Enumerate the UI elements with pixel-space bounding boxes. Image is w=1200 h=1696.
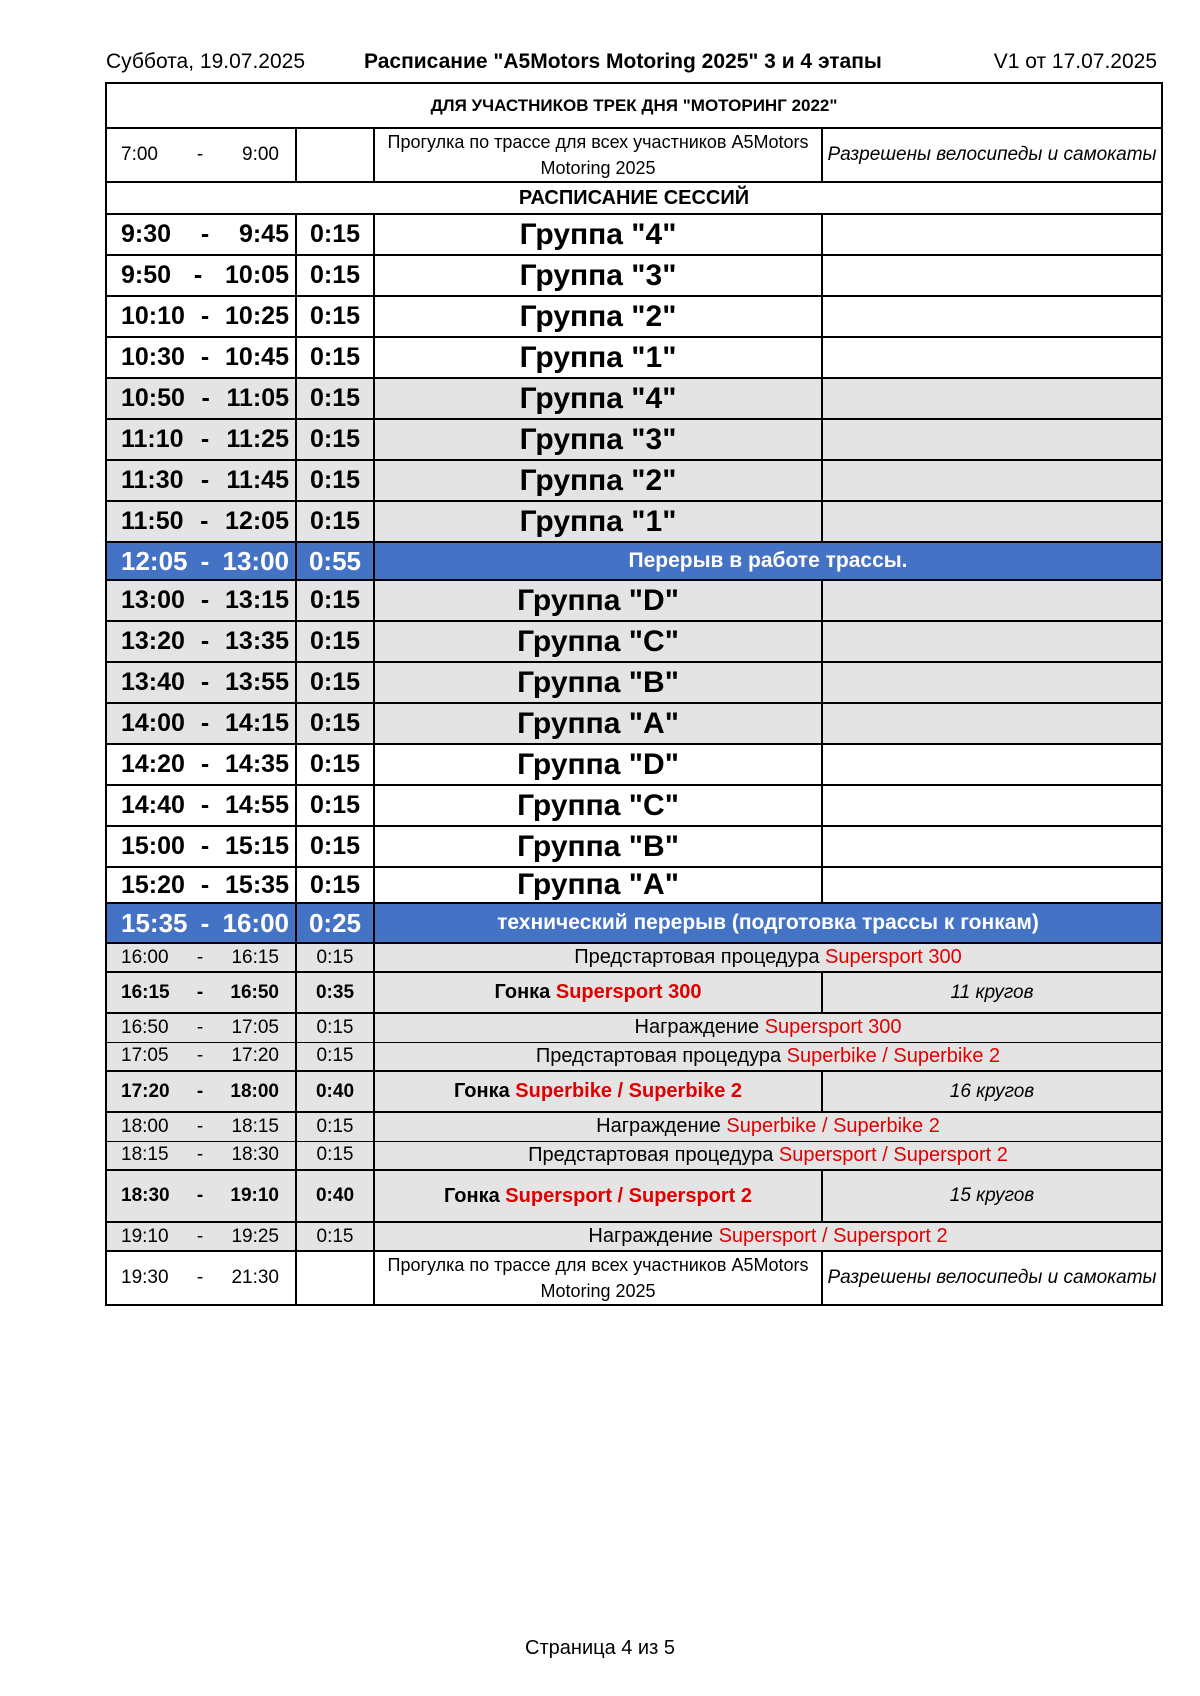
event-class: Supersport / Supersport 2	[778, 1143, 1008, 1166]
session-duration: 0:15	[296, 255, 374, 296]
time-dash: -	[200, 750, 210, 778]
morning-walk-duration	[296, 128, 374, 182]
break-row	[106, 542, 1162, 580]
header-title: Расписание "A5Motors Motoring 2025" 3 и 4 этапы	[364, 50, 882, 73]
time-dash: -	[196, 946, 204, 968]
time-end: 13:15	[225, 586, 289, 614]
session-time	[106, 903, 296, 943]
event-class: Superbike / Superbike 2	[726, 1115, 940, 1138]
session-time	[106, 580, 296, 621]
race-duration: 0:15	[296, 943, 374, 972]
session-time	[106, 621, 296, 662]
time-start: 16:00	[121, 946, 169, 968]
race-duration: 0:15	[296, 1141, 374, 1170]
session-row	[106, 867, 1162, 903]
race-row	[106, 1071, 1162, 1112]
time-end: 14:35	[225, 750, 289, 778]
time-start: 18:00	[121, 1115, 169, 1137]
session-row	[106, 744, 1162, 785]
session-note	[822, 296, 1162, 337]
session-group: Группа "1"	[374, 501, 822, 542]
evening-walk-time	[106, 1251, 296, 1305]
time-start: 14:40	[121, 791, 185, 819]
time-start: 13:00	[121, 586, 185, 614]
session-duration: 0:15	[296, 867, 374, 903]
session-note	[822, 621, 1162, 662]
time-end: 10:05	[225, 261, 289, 289]
session-group: Группа "C"	[374, 785, 822, 826]
race-name	[374, 1170, 822, 1222]
race-time	[106, 1170, 296, 1222]
race-time	[106, 1042, 296, 1071]
session-duration: 0:15	[296, 703, 374, 744]
time-start: 14:20	[121, 750, 185, 778]
time-end: 19:10	[230, 1185, 279, 1206]
event-label: Предстартовая процедура	[535, 1044, 787, 1067]
session-group: Группа "B"	[374, 826, 822, 867]
race-row	[106, 1170, 1162, 1222]
event-class: Supersport / Supersport 2	[718, 1225, 948, 1247]
time-dash: -	[200, 545, 210, 576]
time-start: 18:15	[121, 1144, 169, 1166]
session-group: Группа "2"	[374, 296, 822, 337]
event-class: Supersport 300	[825, 946, 962, 968]
evening-walk-duration	[296, 1251, 374, 1305]
procedure-name	[374, 1042, 1162, 1071]
race-time	[106, 1141, 296, 1170]
time-dash: -	[200, 832, 210, 860]
time-dash: -	[196, 1225, 204, 1247]
time-start: 16:15	[121, 981, 170, 1003]
session-note	[822, 214, 1162, 255]
procedure-row	[106, 943, 1162, 972]
race-duration: 0:35	[296, 972, 374, 1013]
session-time	[106, 867, 296, 903]
time-start: 9:30	[121, 220, 172, 248]
evening-walk-text: Прогулка по трассе для всех участников A5Motors Motoring 2025	[374, 1251, 822, 1305]
time-dash: -	[200, 343, 210, 371]
time-end: 13:00	[222, 545, 289, 576]
session-row	[106, 580, 1162, 621]
time-start: 14:00	[121, 709, 185, 737]
time-dash: -	[200, 709, 210, 737]
time-dash: -	[196, 1185, 204, 1206]
procedure-row	[106, 1141, 1162, 1170]
evening-walk-note: Разрешены велосипеды и самокаты	[822, 1251, 1162, 1305]
time-dash: -	[196, 1267, 204, 1288]
event-class: Superbike / Superbike 2	[515, 1080, 743, 1102]
banner: ДЛЯ УЧАСТНИКОВ ТРЕК ДНЯ "МОТОРИНГ 2022"	[106, 83, 1162, 128]
session-note	[822, 580, 1162, 621]
race-duration: 0:40	[296, 1170, 374, 1222]
race-duration: 0:15	[296, 1013, 374, 1042]
event-class: Supersport 300	[555, 981, 702, 1003]
session-group: Группа "1"	[374, 337, 822, 378]
header-version: V1 от 17.07.2025	[993, 50, 1157, 73]
session-row	[106, 621, 1162, 662]
session-duration: 0:15	[296, 296, 374, 337]
evening-walk-row	[106, 1251, 1162, 1305]
procedure-row	[106, 1112, 1162, 1141]
time-end: 16:50	[230, 981, 279, 1003]
time-end: 13:55	[225, 668, 289, 696]
session-duration: 0:55	[296, 542, 374, 580]
session-row	[106, 826, 1162, 867]
break-row	[106, 903, 1162, 943]
time-dash: -	[196, 981, 204, 1003]
break-label: технический перерыв (подготовка трассы к гонкам)	[374, 903, 1162, 943]
time-start: 15:20	[121, 870, 185, 899]
time-dash: -	[200, 627, 210, 655]
session-row	[106, 785, 1162, 826]
session-note	[822, 744, 1162, 785]
time-end: 16:15	[231, 946, 279, 968]
session-row	[106, 378, 1162, 419]
session-group: Группа "4"	[374, 214, 822, 255]
session-group: Группа "3"	[374, 419, 822, 460]
event-label: Награждение	[634, 1016, 765, 1039]
procedure-row	[106, 1222, 1162, 1251]
race-time	[106, 1112, 296, 1141]
race-duration: 0:40	[296, 1071, 374, 1112]
session-note	[822, 703, 1162, 744]
morning-walk-time	[106, 128, 296, 182]
session-group: Группа "A"	[374, 867, 822, 903]
time-end: 11:25	[226, 425, 289, 453]
time-end: 13:35	[225, 627, 289, 655]
session-group: Группа "C"	[374, 621, 822, 662]
session-group: Группа "D"	[374, 744, 822, 785]
session-time	[106, 662, 296, 703]
race-laps: 11 кругов	[822, 972, 1162, 1013]
time-dash: -	[200, 668, 210, 696]
break-label: Перерыв в работе трассы.	[374, 542, 1162, 580]
session-time	[106, 460, 296, 501]
time-dash: -	[200, 220, 210, 248]
session-row	[106, 703, 1162, 744]
time-dash: -	[196, 1144, 204, 1166]
morning-walk-text: Прогулка по трассе для всех участников A5Motors Motoring 2025	[374, 128, 822, 182]
event-class: Supersport 300	[764, 1016, 902, 1039]
session-row	[106, 419, 1162, 460]
session-note	[822, 378, 1162, 419]
session-row	[106, 662, 1162, 703]
page-footer: Страница 4 из 5	[525, 1637, 675, 1659]
time-end: 18:30	[231, 1144, 279, 1166]
race-laps: 15 кругов	[822, 1170, 1162, 1222]
time-end: 11:45	[226, 466, 289, 494]
time-start: 19:30	[121, 1267, 169, 1288]
time-start: 10:50	[121, 384, 185, 412]
time-dash: -	[200, 302, 210, 330]
session-time	[106, 214, 296, 255]
time-end: 11:05	[226, 384, 289, 412]
time-dash: -	[200, 791, 210, 819]
session-note	[822, 867, 1162, 903]
session-duration: 0:15	[296, 214, 374, 255]
session-note	[822, 255, 1162, 296]
session-group: Группа "3"	[374, 255, 822, 296]
race-duration: 0:15	[296, 1222, 374, 1251]
time-start: 9:50	[121, 261, 172, 289]
session-time	[106, 501, 296, 542]
session-group: Группа "4"	[374, 378, 822, 419]
session-duration: 0:15	[296, 580, 374, 621]
session-row	[106, 501, 1162, 542]
time-end: 21:30	[231, 1267, 279, 1288]
race-row	[106, 972, 1162, 1013]
time-start: 15:00	[121, 832, 185, 860]
time-end: 16:00	[222, 907, 289, 938]
session-row	[106, 337, 1162, 378]
time-end: 18:15	[231, 1115, 279, 1137]
session-time	[106, 703, 296, 744]
session-group: Группа "2"	[374, 460, 822, 501]
time-start: 10:30	[121, 343, 185, 371]
race-name	[374, 972, 822, 1013]
procedure-name	[374, 1112, 1162, 1141]
race-time	[106, 1071, 296, 1112]
session-time	[106, 378, 296, 419]
session-duration: 0:15	[296, 744, 374, 785]
time-end: 10:45	[225, 343, 289, 371]
schedule-table	[105, 82, 1163, 1306]
session-duration: 0:15	[296, 501, 374, 542]
session-duration: 0:15	[296, 826, 374, 867]
race-time	[106, 943, 296, 972]
time-end: 17:05	[231, 1016, 279, 1038]
event-label: Гонка	[443, 1184, 506, 1207]
time-dash: -	[196, 144, 204, 165]
event-class: Superbike / Superbike 2	[786, 1044, 1001, 1067]
race-duration: 0:15	[296, 1112, 374, 1141]
session-time	[106, 542, 296, 580]
race-time	[106, 1222, 296, 1251]
event-class: Supersport / Supersport 2	[505, 1184, 753, 1207]
session-time	[106, 419, 296, 460]
time-dash: -	[196, 1080, 204, 1102]
session-duration: 0:15	[296, 460, 374, 501]
race-name	[374, 1071, 822, 1112]
race-time	[106, 1013, 296, 1042]
session-duration: 0:25	[296, 903, 374, 943]
time-end: 12:05	[225, 507, 289, 535]
event-label: Гонка	[453, 1080, 516, 1102]
time-end: 18:00	[230, 1080, 279, 1102]
time-start: 16:50	[121, 1016, 169, 1038]
session-note	[822, 662, 1162, 703]
time-end: 9:00	[242, 144, 279, 165]
session-time	[106, 296, 296, 337]
procedure-row	[106, 1013, 1162, 1042]
time-end: 17:20	[231, 1045, 279, 1067]
event-label: Награждение	[588, 1225, 719, 1247]
time-dash: -	[196, 1045, 204, 1067]
session-duration: 0:15	[296, 378, 374, 419]
event-label: Предстартовая процедура	[528, 1143, 779, 1166]
session-row	[106, 214, 1162, 255]
session-duration: 0:15	[296, 785, 374, 826]
time-dash: -	[193, 261, 203, 289]
morning-walk-note: Разрешены велосипеды и самокаты	[822, 128, 1162, 182]
session-group: Группа "D"	[374, 580, 822, 621]
time-end: 10:25	[225, 302, 289, 330]
time-dash: -	[200, 466, 210, 494]
session-note	[822, 419, 1162, 460]
time-start: 17:20	[121, 1080, 170, 1102]
time-start: 19:10	[121, 1225, 169, 1247]
time-dash: -	[196, 1016, 204, 1038]
session-time	[106, 826, 296, 867]
time-dash: -	[200, 907, 210, 938]
header-date: Суббота, 19.07.2025	[106, 50, 306, 73]
time-start: 10:10	[121, 302, 185, 330]
time-dash: -	[201, 384, 210, 412]
time-start: 18:30	[121, 1185, 170, 1206]
time-end: 9:45	[238, 220, 289, 248]
session-note	[822, 785, 1162, 826]
session-time	[106, 744, 296, 785]
procedure-name	[374, 1013, 1162, 1042]
time-end: 19:25	[231, 1225, 279, 1247]
session-row	[106, 460, 1162, 501]
session-group: Группа "A"	[374, 703, 822, 744]
session-duration: 0:15	[296, 621, 374, 662]
session-note	[822, 501, 1162, 542]
session-duration: 0:15	[296, 662, 374, 703]
time-dash: -	[200, 586, 210, 614]
session-duration: 0:15	[296, 419, 374, 460]
session-time	[106, 785, 296, 826]
procedure-name	[374, 943, 1162, 972]
time-start: 13:20	[121, 627, 185, 655]
time-start: 12:05	[121, 545, 188, 576]
time-end: 15:35	[225, 870, 289, 899]
time-start: 13:40	[121, 668, 185, 696]
time-dash: -	[196, 1115, 204, 1137]
session-group: Группа "B"	[374, 662, 822, 703]
race-duration: 0:15	[296, 1042, 374, 1071]
time-start: 11:50	[121, 507, 184, 535]
session-note	[822, 337, 1162, 378]
session-note	[822, 826, 1162, 867]
time-end: 14:15	[225, 709, 289, 737]
time-end: 14:55	[225, 791, 289, 819]
procedure-name	[374, 1222, 1162, 1251]
event-label: Гонка	[494, 981, 556, 1003]
time-end: 15:15	[225, 832, 289, 860]
session-duration: 0:15	[296, 337, 374, 378]
time-start: 11:30	[121, 466, 184, 494]
section-title: РАСПИСАНИЕ СЕССИЙ	[106, 182, 1162, 214]
time-start: 17:05	[121, 1045, 169, 1067]
event-label: Предстартовая процедура	[574, 946, 826, 968]
session-row	[106, 255, 1162, 296]
time-start: 7:00	[121, 144, 158, 165]
time-start: 15:35	[121, 907, 188, 938]
session-row	[106, 296, 1162, 337]
time-start: 11:10	[121, 425, 184, 453]
time-dash: -	[200, 425, 210, 453]
session-time	[106, 337, 296, 378]
procedure-name	[374, 1141, 1162, 1170]
session-time	[106, 255, 296, 296]
race-laps: 16 кругов	[822, 1071, 1162, 1112]
session-note	[822, 460, 1162, 501]
procedure-row	[106, 1042, 1162, 1071]
time-dash: -	[200, 870, 210, 899]
time-dash: -	[200, 507, 209, 535]
event-label: Награждение	[596, 1115, 727, 1138]
race-time	[106, 972, 296, 1013]
